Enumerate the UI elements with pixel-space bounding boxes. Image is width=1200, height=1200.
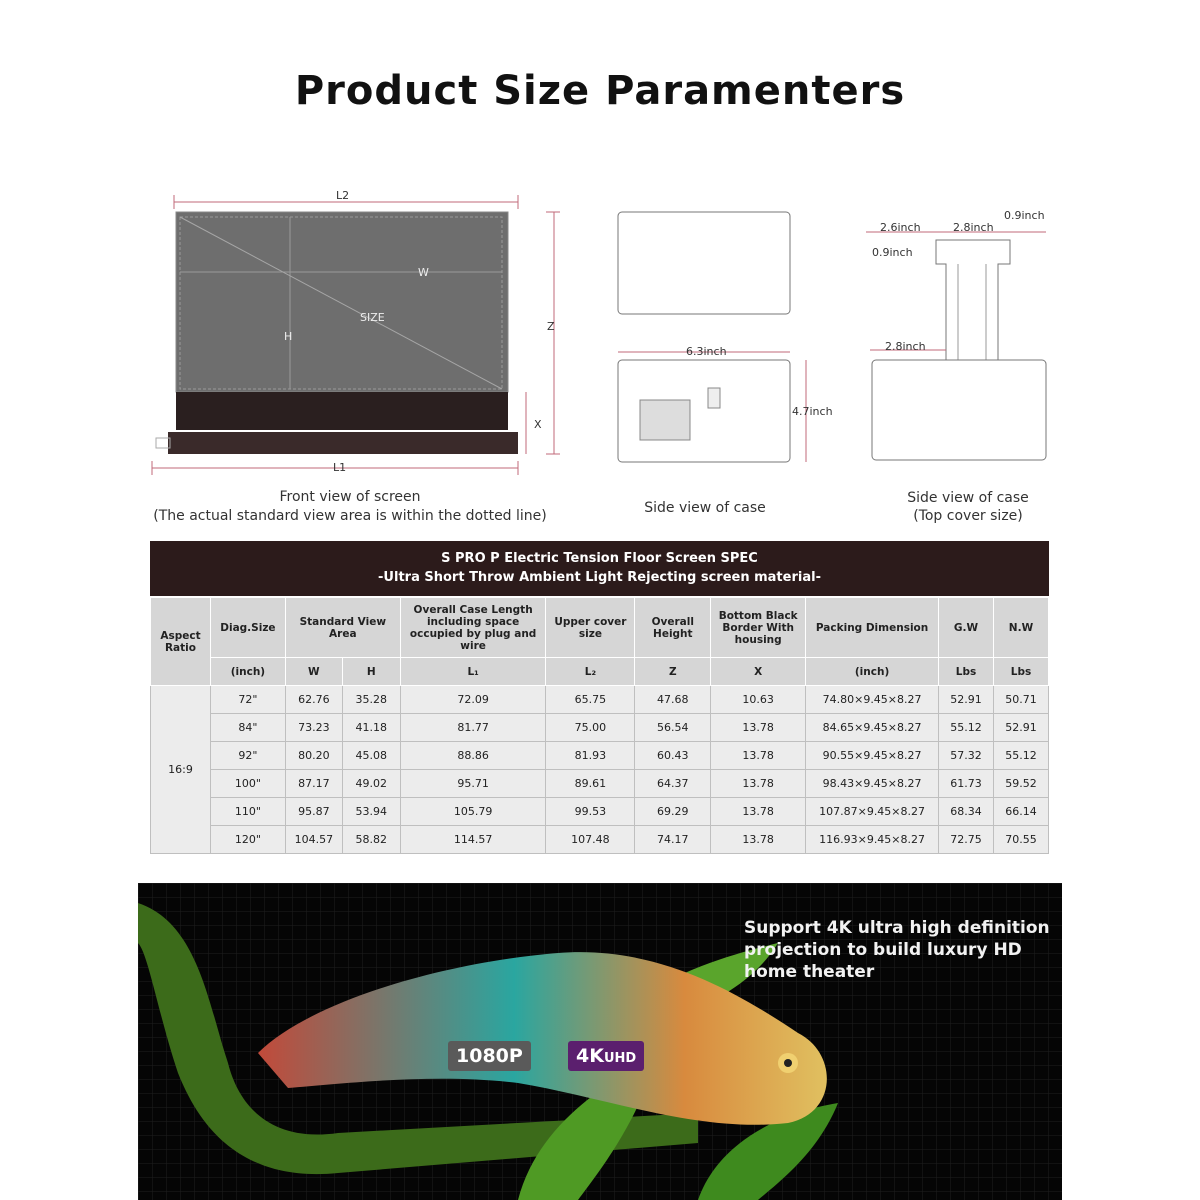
top-cover-caption-1: Side view of case xyxy=(907,490,1029,506)
cell-l2: 75.00 xyxy=(546,714,635,742)
cell-l2: 81.93 xyxy=(546,742,635,770)
table-row xyxy=(151,686,1049,714)
cell-diag: 92" xyxy=(210,742,285,770)
height-label: 4.7inch xyxy=(792,405,833,418)
promo-text: Support 4K ultra high definition projection to build luxury HD home theater xyxy=(744,918,1050,982)
cell-gw: 61.73 xyxy=(939,770,994,798)
spec-table xyxy=(150,597,1049,854)
cell-l1: 105.79 xyxy=(400,798,546,826)
cell-diag: 120" xyxy=(210,826,285,854)
cell-z: 74.17 xyxy=(635,826,711,854)
header-std: Standard View Area xyxy=(285,598,400,658)
badge-1080p: 1080P xyxy=(448,1041,531,1071)
cell-x: 13.78 xyxy=(711,826,806,854)
header-nw: N.W xyxy=(993,598,1048,658)
dim-a-label: 2.6inch xyxy=(880,221,921,234)
cell-w: 87.17 xyxy=(285,770,342,798)
sub-h: H xyxy=(342,658,400,686)
side-view-diagram xyxy=(600,200,850,480)
cell-z: 60.43 xyxy=(635,742,711,770)
side-view-caption: Side view of case xyxy=(644,500,766,516)
cell-w: 95.87 xyxy=(285,798,342,826)
sub-gw: Lbs xyxy=(939,658,994,686)
width-label: 6.3inch xyxy=(686,345,727,358)
header-bottom: Bottom Black Border With housing xyxy=(711,598,806,658)
cell-nw: 66.14 xyxy=(993,798,1048,826)
cell-x: 13.78 xyxy=(711,798,806,826)
cell-gw: 52.91 xyxy=(939,686,994,714)
cell-diag: 84" xyxy=(210,714,285,742)
cell-l2: 65.75 xyxy=(546,686,635,714)
cell-z: 64.37 xyxy=(635,770,711,798)
dim-b-label: 2.8inch xyxy=(953,221,994,234)
cell-diag: 110" xyxy=(210,798,285,826)
cell-l1: 88.86 xyxy=(400,742,546,770)
cell-nw: 70.55 xyxy=(993,826,1048,854)
front-view-caption-1: Front view of screen xyxy=(279,489,421,505)
header-gw: G.W xyxy=(939,598,994,658)
cell-z: 47.68 xyxy=(635,686,711,714)
cell-z: 69.29 xyxy=(635,798,711,826)
cell-nw: 59.52 xyxy=(993,770,1048,798)
side-case-top-box xyxy=(618,212,790,314)
cell-l1: 81.77 xyxy=(400,714,546,742)
spec-title-line1: S PRO P Electric Tension Floor Screen SPEC xyxy=(441,551,758,566)
page-title: Product Size Paramenters xyxy=(294,68,906,114)
h-label: H xyxy=(284,330,293,343)
cell-h: 35.28 xyxy=(342,686,400,714)
plug xyxy=(156,438,170,448)
cell-pack: 98.43×9.45×8.27 xyxy=(806,770,939,798)
power-socket xyxy=(640,400,690,440)
cell-w: 104.57 xyxy=(285,826,342,854)
cell-nw: 55.12 xyxy=(993,742,1048,770)
spec-title-line2: -Ultra Short Throw Ambient Light Rejecting screen material- xyxy=(378,570,821,585)
dim-e-label: 2.8inch xyxy=(885,340,926,353)
cell-w: 73.23 xyxy=(285,714,342,742)
cell-pack: 90.55×9.45×8.27 xyxy=(806,742,939,770)
badge-4k-sub: UHD xyxy=(603,1051,637,1066)
sub-nw: Lbs xyxy=(993,658,1048,686)
front-view-diagram xyxy=(140,180,580,480)
l1-label: L1 xyxy=(333,461,347,474)
spec-table-title xyxy=(150,541,1049,596)
aspect-ratio-cell: 16:9 xyxy=(151,686,211,854)
cell-nw: 52.91 xyxy=(993,714,1048,742)
header-aspect: Aspect Ratio xyxy=(151,598,211,686)
sub-l2: L₂ xyxy=(546,658,635,686)
cell-x: 10.63 xyxy=(711,686,806,714)
cell-x: 13.78 xyxy=(711,742,806,770)
header-overall-height: Overall Height xyxy=(635,598,711,658)
top-cover-caption-2: (Top cover size) xyxy=(913,508,1023,524)
cell-z: 56.54 xyxy=(635,714,711,742)
front-view-caption-2: (The actual standard view area is within the dotted line) xyxy=(153,508,547,524)
cell-gw: 68.34 xyxy=(939,798,994,826)
cell-pack: 74.80×9.45×8.27 xyxy=(806,686,939,714)
header-packing: Packing Dimension xyxy=(806,598,939,658)
cell-diag: 100" xyxy=(210,770,285,798)
sub-diag: (inch) xyxy=(210,658,285,686)
cell-w: 62.76 xyxy=(285,686,342,714)
cell-pack: 84.65×9.45×8.27 xyxy=(806,714,939,742)
w-label: W xyxy=(418,266,429,279)
table-row xyxy=(151,742,1049,770)
cell-w: 80.20 xyxy=(285,742,342,770)
sub-x: X xyxy=(711,658,806,686)
table-row xyxy=(151,714,1049,742)
x-label: X xyxy=(534,418,542,431)
sub-z: Z xyxy=(635,658,711,686)
cell-nw: 50.71 xyxy=(993,686,1048,714)
size-label: SIZE xyxy=(360,311,385,324)
cell-pack: 116.93×9.45×8.27 xyxy=(806,826,939,854)
table-row xyxy=(151,798,1049,826)
top-cover-shape xyxy=(936,240,1010,360)
sub-l1: L₁ xyxy=(400,658,546,686)
cell-l2: 107.48 xyxy=(546,826,635,854)
promo-image xyxy=(138,883,1062,1200)
badge-4k-uhd xyxy=(568,1041,644,1071)
top-cover-box xyxy=(872,360,1046,460)
cell-l1: 72.09 xyxy=(400,686,546,714)
dim-c-label: 0.9inch xyxy=(1004,209,1045,222)
case-housing xyxy=(168,432,518,454)
cell-x: 13.78 xyxy=(711,714,806,742)
cell-diag: 72" xyxy=(210,686,285,714)
sub-w: W xyxy=(285,658,342,686)
bottom-black-border xyxy=(176,392,508,430)
cell-gw: 55.12 xyxy=(939,714,994,742)
cell-l1: 95.71 xyxy=(400,770,546,798)
table-row xyxy=(151,826,1049,854)
sub-packing: (inch) xyxy=(806,658,939,686)
switch xyxy=(708,388,720,408)
table-row xyxy=(151,770,1049,798)
cell-gw: 72.75 xyxy=(939,826,994,854)
dim-d-label: 0.9inch xyxy=(872,246,913,259)
cell-pack: 107.87×9.45×8.27 xyxy=(806,798,939,826)
cell-gw: 57.32 xyxy=(939,742,994,770)
cell-h: 45.08 xyxy=(342,742,400,770)
cell-h: 41.18 xyxy=(342,714,400,742)
cell-x: 13.78 xyxy=(711,770,806,798)
cell-h: 49.02 xyxy=(342,770,400,798)
l2-label: L2 xyxy=(336,189,350,202)
cell-h: 58.82 xyxy=(342,826,400,854)
cell-l1: 114.57 xyxy=(400,826,546,854)
cell-l2: 89.61 xyxy=(546,770,635,798)
screen-area xyxy=(176,212,508,392)
cell-h: 53.94 xyxy=(342,798,400,826)
z-label: Z xyxy=(547,320,555,333)
header-diag: Diag.Size xyxy=(210,598,285,658)
header-upper: Upper cover size xyxy=(546,598,635,658)
cell-l2: 99.53 xyxy=(546,798,635,826)
badge-4k-main: 4K xyxy=(576,1045,604,1067)
header-overall-case: Overall Case Length including space occupied by plug and wire xyxy=(400,598,546,658)
